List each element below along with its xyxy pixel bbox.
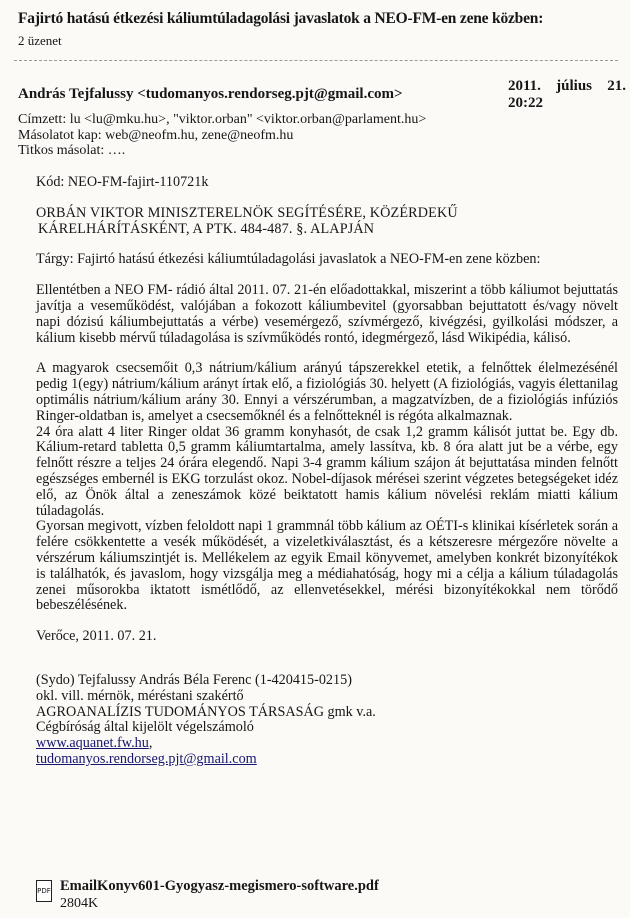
website-link-comma: , bbox=[148, 735, 153, 752]
message-body bbox=[36, 175, 618, 768]
heading-line-2: KÁRELHÁRÍTÁSKÉNT, A PTK. 484-487. §. ALAPJÁN bbox=[38, 220, 375, 237]
recipient-block bbox=[18, 112, 426, 159]
signature-line-1: (Sydo) Tejfalussy András Béla Ferenc (1-420415-0215) bbox=[36, 671, 352, 688]
email-subject: Fajirtó hatású étkezési káliumtúladagolási javaslatok a NEO-FM-en zene közben: bbox=[18, 10, 544, 27]
heading-line-1: ORBÁN VIKTOR MINISZTERELNÖK SEGÍTÉSÉRE, KÖZÉRDEKŰ bbox=[36, 204, 458, 221]
signature-line-3: AGROANALÍZIS TUDOMÁNYOS TÁRSASÁG gmk v.a. bbox=[36, 703, 376, 720]
divider bbox=[14, 60, 618, 61]
to-field[interactable]: Címzett: lu <lu@mku.hu>, "viktor.orban" <viktor.orban@parlament.hu> bbox=[18, 112, 427, 127]
sender[interactable]: András Tejfalussy <tudomanyos.rendorseg.pjt@gmail.com> bbox=[18, 86, 403, 102]
paragraph-1: Ellentétben a NEO FM- rádió által 2011. 07. 21-én előadottakkal, miszerint a több káliumot bejuttatás javítja a veseműködést, valójában a fokozott káliumbevitel (gyorsabban bejuttatott és/vagy növelt napi dózisú káliumbejuttatás a vérbe) vesemérgező, szívmérgező, kivégzési, gyilkolási módszer, a kálium kisebb mérvű túladagolása is szívműködés rontó, idegmérgező, lásd Wikipédia, kálisó. bbox=[36, 282, 618, 346]
email-link[interactable]: tudomanyos.rendorseg.pjt@gmail.com bbox=[36, 750, 257, 767]
date-day: 21. bbox=[607, 78, 626, 94]
place-date: Verőce, 2011. 07. 21. bbox=[36, 628, 157, 645]
attachment-size: 2804K bbox=[60, 896, 99, 911]
date-month: július bbox=[556, 78, 593, 94]
pdf-file-icon[interactable]: PDF bbox=[36, 880, 52, 902]
paragraph-3: 24 óra alatt 4 liter Ringer oldat 36 gramm konyhasót, de csak 1,2 gramm kálisót juttat be. Egy db. Kálium-retard tabletta 0,5 gramm káliumtartalma, amely lassítva, kb. 8 óra alatt jut be a vérbe, egy felnőtt részre a teljes 24 órára elegendő. Napi 3-4 gramm kálium szájon át bejuttatása minden felnőtt egészséges embernél is EKG torzulást okoz. Nobel-díjasok mérései szerint végzetes betegségeket idéz elő, az Önök által a zeneszámok közé beiktatott hamis kálium növelési reklám miatti kálium túladagolás. bbox=[36, 423, 618, 519]
attachment-filename[interactable]: EmailKonyv601-Gyogyasz-megismero-software.pdf bbox=[60, 878, 379, 894]
signature-web bbox=[36, 736, 618, 752]
website-link[interactable]: www.aquanet.fw.hu bbox=[36, 735, 149, 752]
sent-date bbox=[508, 78, 626, 112]
date-time: 20:22 bbox=[508, 95, 543, 111]
reference-code: Kód: NEO-FM-fajirt-110721k bbox=[36, 174, 209, 190]
date-year: 2011. bbox=[508, 78, 541, 94]
cc-field[interactable]: Másolatot kap: web@neofm.hu, zene@neofm.hu bbox=[18, 127, 294, 143]
message-count: 2 üzenet bbox=[18, 33, 62, 48]
bcc-field[interactable]: Titkos másolat: …. bbox=[18, 143, 126, 158]
signature-email bbox=[36, 752, 618, 768]
signature-line-4: Cégbíróság által kijelölt végelszámoló bbox=[36, 719, 254, 736]
signature-line-2: okl. vill. mérnök, méréstani szakértő bbox=[36, 687, 244, 704]
paragraph-4: Gyorsan megivott, vízben feloldott napi 1 grammnál több kálium az OÉTI-s klinikai kísérletek során a felére csökkentette a vesék működését, a vizeletkiválasztást, és a kétszeresre mérgezőre növelte a vérszérum káliumszintjét is. Mellékelem az egyik Email könyvemet, amelyben konkrét bizonyítékok is találhatók, és javaslom, hogy vizsgálja meg a médiahatóság, hogy mi a célja a kálium túladagolás zenei műsorokba iktatott ismétlődő, az ellenvetésekkel, mérési bizonyítékokkal nem törődő bebeszélésének. bbox=[36, 518, 618, 614]
paragraph-2: A magyarok csecsemőit 0,3 nátrium/kálium arányú tápszerekkel etetik, a felnőttek élelmezésénél pedig 1(egy) nátrium/kálium arányt írtak elő, a fiziológiás 30. helyett (A fiziológiás, vagyis élettanilag optimális nátrium/kálium arány 30. Ennyi a vérszérumban, a magzatvízben, de a fiziológiás infúziós Ringer-oldatban is, amelyet a csecsemőknél és a felnőtteknél is régóta alkalmaznak. bbox=[36, 360, 618, 424]
subject-line: Tárgy: Fajirtó hatású étkezési káliumtúladagolási javaslatok a NEO-FM-en zene közben: bbox=[36, 251, 541, 268]
